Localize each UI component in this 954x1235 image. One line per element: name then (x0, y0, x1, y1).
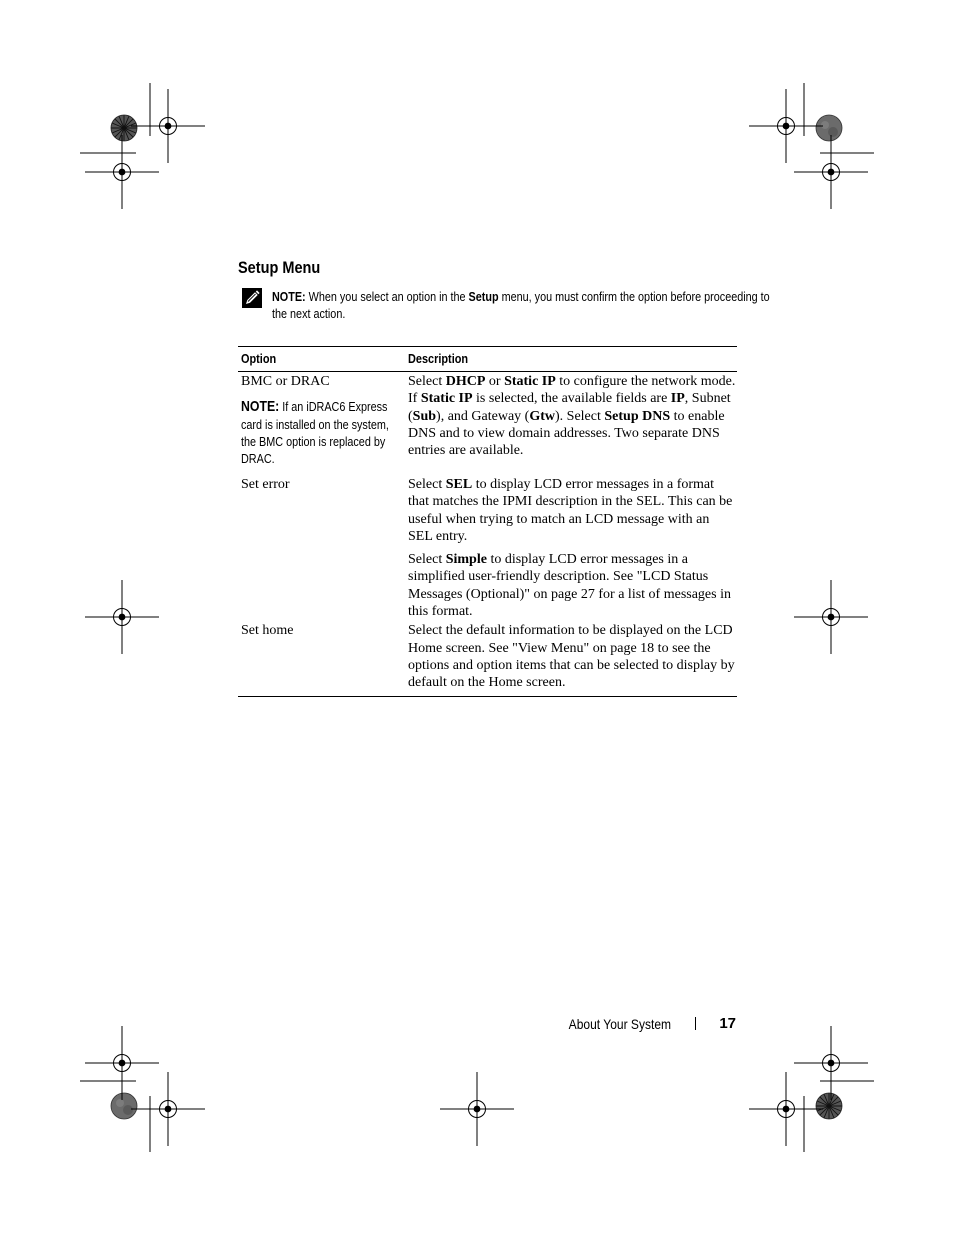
option-note (241, 398, 397, 467)
crop-mark-bottom-center (440, 1072, 514, 1146)
column-header-option: Option (238, 347, 405, 372)
footer-separator (695, 1017, 696, 1030)
note-label: NOTE: (272, 289, 306, 304)
note-text (272, 288, 772, 322)
section-title: Setup Menu (238, 259, 321, 277)
setup-menu-table (238, 346, 737, 697)
table-header-row (238, 347, 737, 372)
table-row (238, 372, 737, 474)
crop-mark-bottom-right (749, 1026, 874, 1152)
description-cell (405, 620, 737, 696)
crop-mark-mid-left (85, 580, 159, 654)
pencil-note-icon (242, 288, 262, 308)
crop-mark-mid-right (794, 580, 868, 654)
note-menu-name: Setup (468, 289, 499, 304)
description-cell (405, 473, 737, 620)
crop-mark-bottom-left (80, 1026, 205, 1152)
note-text-after: menu, you must confirm the option before proceeding to the next action. (272, 289, 770, 321)
table-row (238, 473, 737, 620)
description-text: Select the default information to be displayed on the LCD Home screen. See "View Menu" on page 18 to see the options and option items that can be selected to display by default on the Home screen. (408, 623, 735, 691)
table-row (238, 620, 737, 696)
option-cell (238, 372, 405, 474)
option-cell (238, 473, 405, 620)
option-name: BMC or DRAC (241, 374, 330, 389)
crop-mark-top-left (80, 83, 205, 209)
footer-section-title: About Your System (568, 1015, 672, 1032)
page-number: 17 (719, 1015, 736, 1032)
option-cell (238, 620, 405, 696)
description-text: Select SEL to display LCD error messages in a format that matches the IPMI description in the SEL. This can be useful when trying to match an LCD message with an SEL entry. (408, 477, 733, 544)
crop-mark-top-right (749, 83, 874, 209)
note-text-before: When you select an option in the (305, 289, 469, 304)
description-text: Select Simple to display LCD error messages in a simplified user-friendly description. See "LCD Status Messages (Optional)" on page 27 for a list of messages in this format. (408, 552, 731, 620)
column-header-description: Description (405, 347, 737, 372)
option-note-label: NOTE: (241, 398, 280, 416)
option-name: Set home (241, 623, 294, 639)
option-note-text: If an iDRAC6 Express card is installed on the system, the BMC option is replaced by DRAC. (241, 399, 389, 466)
description-cell (405, 372, 737, 474)
option-name: Set error (241, 477, 290, 492)
description-text: Select DHCP or Static IP to configure the network mode. If Static IP is selected, the available fields are IP, Subnet (Sub), and Gateway (Gtw). Select Setup DNS to enable DNS and to view domain addresses. Two separate DNS entries are available. (408, 374, 736, 459)
page-footer (552, 1015, 736, 1032)
